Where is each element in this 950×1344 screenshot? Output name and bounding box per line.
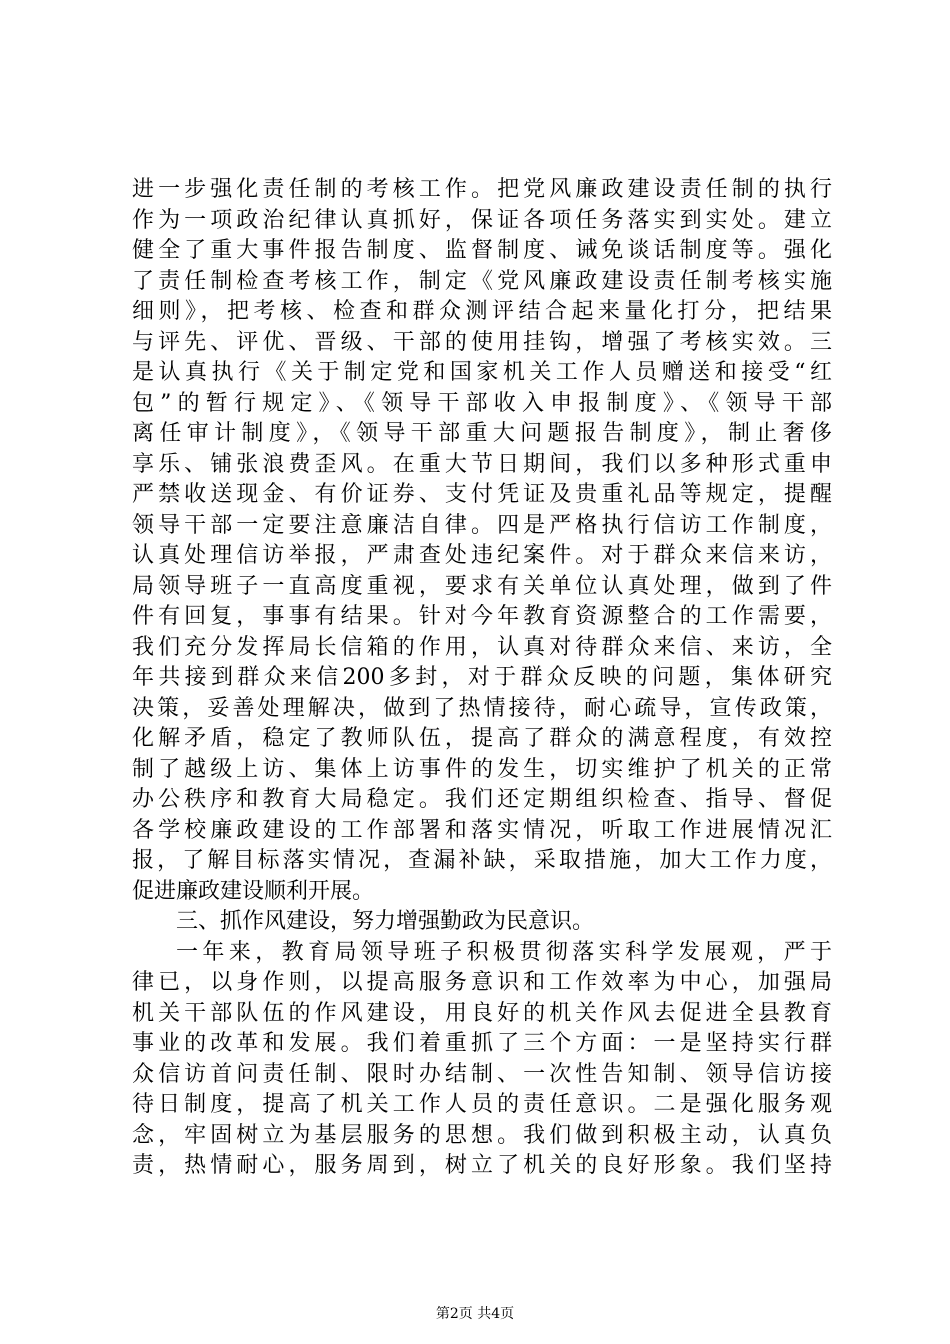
- text-line: 认真处理信访举报，严肃查处违纪案件。对于群众来信来访，: [132, 543, 832, 568]
- text-line: 报，了解目标落实情况，查漏补缺，采取措施，加大工作力度，: [132, 848, 832, 873]
- text-line: 办公秩序和教育大局稳定。我们还定期组织检查、指导、督促: [132, 787, 832, 812]
- text-line: 我们充分发挥局长信箱的作用，认真对待群众来信、来访，全: [132, 634, 832, 660]
- text-line: 与评先、评优、晋级、干部的使用挂钩，增强了考核实效。三: [132, 329, 832, 355]
- text-line: 件有回复，事事有结果。针对今年教育资源整合的工作需要，: [132, 604, 832, 629]
- text-line: 局领导班子一直高度重视，要求有关单位认真处理，做到了件: [132, 573, 832, 599]
- text-line: 事业的改革和发展。我们着重抓了三个方面：一是坚持实行群: [132, 1031, 832, 1056]
- text-line: 年共接到群众来信200多封，对于群众反映的问题，集体研究: [132, 665, 832, 690]
- text-line: 严禁收送现金、有价证券、支付凭证及贵重礼品等规定，提醒: [132, 482, 832, 507]
- text-line: 制了越级上访、集体上访事件的发生，切实维护了机关的正常: [132, 756, 832, 782]
- text-line: 促进廉政建设顺利开展。: [132, 878, 375, 904]
- text-line: 机关干部队伍的作风建设，用良好的机关作风去促进全县教育: [132, 1000, 832, 1026]
- text-line: 一年来，教育局领导班子积极贯彻落实科学发展观，严于: [176, 939, 832, 965]
- text-line: 包”的暂行规定》、《领导干部收入申报制度》、《领导干部: [132, 390, 832, 416]
- text-line: 了责任制检查考核工作，制定《党风廉政建设责任制考核实施: [132, 268, 832, 294]
- text-line: 进一步强化责任制的考核工作。把党风廉政建设责任制的执行: [132, 177, 832, 202]
- text-line: 作为一项政治纪律认真抓好，保证各项任务落实到实处。建立: [132, 207, 832, 233]
- text-line: 决策，妥善处理解决，做到了热情接待，耐心疏导，宣传政策，: [132, 695, 832, 721]
- text-line: 三、抓作风建设，努力增强勤政为民意识。: [176, 909, 595, 934]
- text-line: 是认真执行《关于制定党和国家机关工作人员赠送和接受“红: [132, 360, 832, 385]
- page-footer: 第2页 共4页: [435, 1306, 515, 1322]
- text-line: 领导干部一定要注意廉洁自律。四是严格执行信访工作制度，: [132, 512, 832, 538]
- text-line: 各学校廉政建设的工作部署和落实情况，听取工作进展情况汇: [132, 817, 832, 843]
- text-line: 责，热情耐心，服务周到，树立了机关的良好形象。我们坚持: [132, 1153, 832, 1178]
- text-line: 律已，以身作则，以提高服务意识和工作效率为中心，加强局: [132, 970, 832, 995]
- text-line: 待日制度，提高了机关工作人员的责任意识。二是强化服务观: [132, 1092, 832, 1117]
- text-line: 众信访首问责任制、限时办结制、一次性告知制、领导信访接: [132, 1061, 832, 1087]
- text-line: 离任审计制度》，《领导干部重大问题报告制度》，制止奢侈: [132, 421, 832, 446]
- text-line: 念，牢固树立为基层服务的思想。我们做到积极主动，认真负: [132, 1122, 832, 1148]
- text-line: 享乐、铺张浪费歪风。在重大节日期间，我们以多种形式重申: [132, 451, 832, 477]
- text-line: 健全了重大事件报告制度、监督制度、诫免谈话制度等。强化: [132, 238, 832, 263]
- text-line: 细则》，把考核、检查和群众测评结合起来量化打分，把结果: [132, 299, 832, 324]
- document-body: [132, 175, 832, 1182]
- text-line: 化解矛盾，稳定了教师队伍，提高了群众的满意程度，有效控: [132, 726, 832, 751]
